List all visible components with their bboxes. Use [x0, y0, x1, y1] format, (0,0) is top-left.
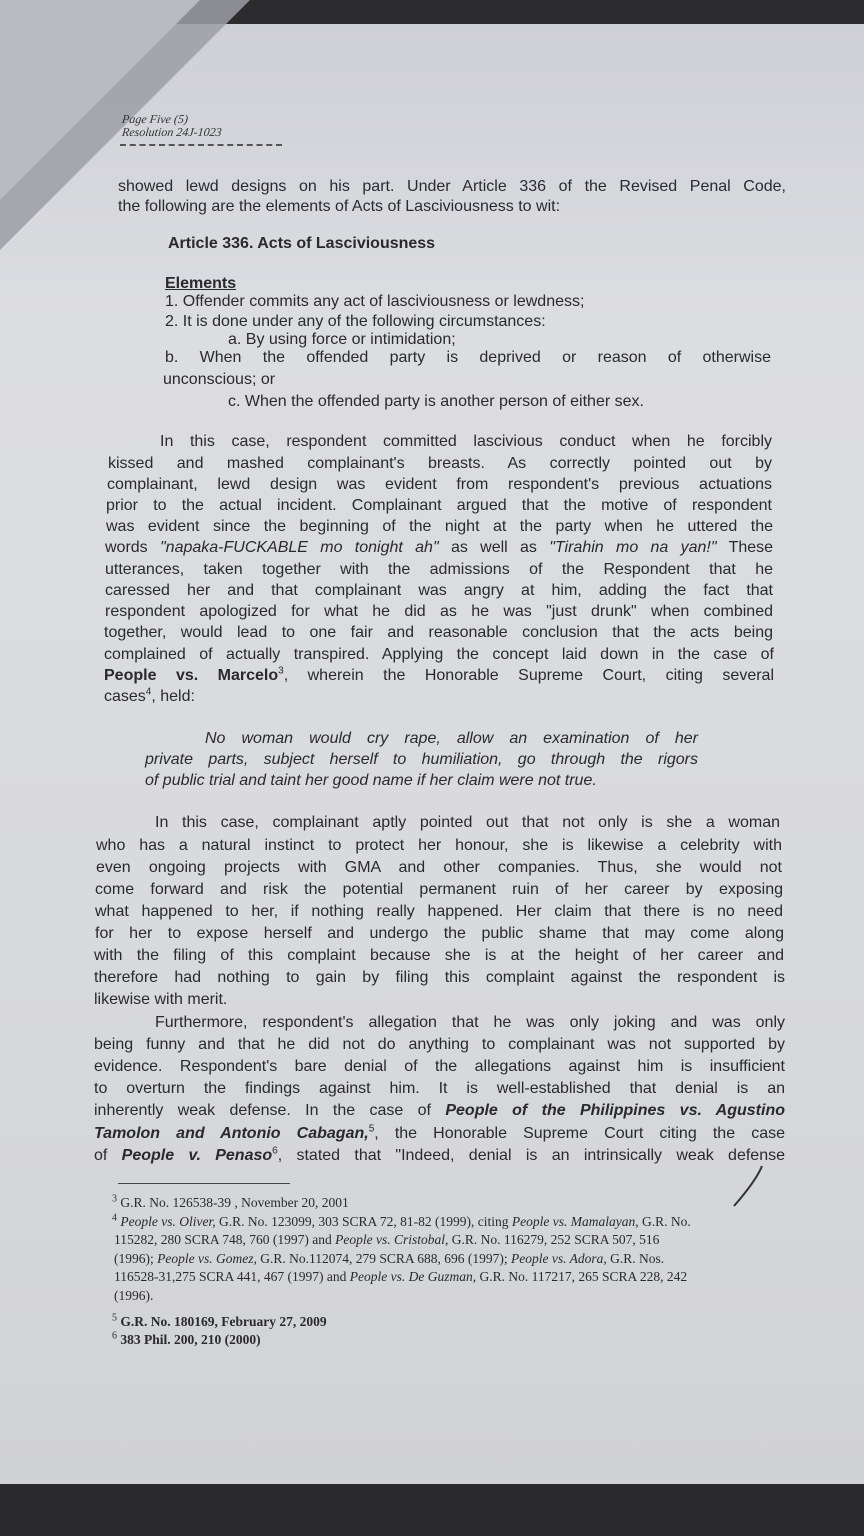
body-line [94, 1124, 785, 1144]
text-run: for her to expose herself and undergo the public shame that may come along [95, 925, 784, 942]
text-run: who has a natural instinct to protect her honour, she is likewise a celebrity with [96, 837, 782, 854]
footnote-ref: 3 [278, 665, 284, 677]
header-divider [120, 144, 282, 146]
body-line [118, 197, 560, 217]
body-line [105, 560, 773, 580]
text-run: evidence. Respondent's bare denial of the allegations against him is insufficient [94, 1058, 785, 1075]
body-line [165, 348, 771, 368]
footnote-line [114, 1251, 664, 1267]
page-number-header: Page Five (5) [121, 112, 189, 126]
body-line [168, 234, 435, 254]
text-run: These [716, 539, 774, 556]
text-run: being funny and that he did not do anything to complainant was not supported by [94, 1036, 785, 1053]
body-line [94, 1035, 785, 1055]
body-line [228, 330, 456, 350]
footnote-line [112, 1332, 261, 1348]
text-run: cases [104, 688, 146, 705]
text-run: come forward and risk the potential permanent ruin of her career by exposing [95, 881, 783, 898]
body-line [105, 538, 773, 558]
body-line [165, 292, 584, 312]
body-line [104, 666, 774, 686]
text-run: 383 Phil. 200, 210 (2000) [117, 1332, 261, 1347]
text-run: 115282, 280 SCRA 748, 760 (1997) and [114, 1232, 336, 1247]
footnote-line [114, 1269, 687, 1285]
text-run: People vs. Mamalayan, [511, 1214, 639, 1229]
text-run: Tamolon and Antonio Cabagan, [94, 1125, 369, 1142]
text-run: caressed her and that complainant was angry at him, adding the fact that [105, 582, 773, 599]
body-line [165, 274, 236, 294]
body-line [94, 1079, 785, 1099]
text-run: Article 336. Acts of Lasciviousness [168, 235, 436, 252]
body-line [95, 880, 783, 900]
body-line [105, 581, 773, 601]
text-run: People vs. Cristobal, [335, 1232, 449, 1247]
text-run: respondent apologized for what he did as he was "just drunk" when combined [105, 603, 773, 620]
body-line [94, 946, 784, 966]
text-run: People vs. Gomez, [157, 1251, 257, 1266]
text-run: inherently weak defense. In the case of [94, 1102, 446, 1119]
body-line [94, 968, 785, 988]
text-run: No woman would cry rape, allow an examination of her [205, 730, 698, 747]
text-run: G.R. No.112074, 279 SCRA 688, 696 (1997); [256, 1251, 511, 1266]
footnote-ref: 5 [112, 1312, 117, 1324]
body-line [160, 432, 772, 452]
text-run: , held: [151, 688, 195, 705]
text-run: utterances, taken together with the admissions of the Respondent that he [105, 561, 773, 578]
text-run: with the filing of this complaint because she is at the height of her career and [94, 947, 784, 964]
body-line [145, 750, 698, 770]
text-run: prior to the actual incident. Complainant argued that the motive of respondent [106, 497, 772, 514]
text-run: of [94, 1147, 122, 1164]
text-run: G.R. No. 180169, February 27, 2009 [117, 1314, 327, 1329]
text-run: G.R. No. 126538-39 , November 20, 2001 [117, 1195, 349, 1210]
body-line [108, 454, 772, 474]
footnote-line [114, 1232, 659, 1248]
text-run: together, would lead to one fair and reasonable conclusion that the acts being [104, 624, 773, 641]
footnote-divider [118, 1183, 290, 1184]
body-line [104, 623, 773, 643]
resolution-number-header: Resolution 24J-1023 [121, 125, 223, 139]
body-line [155, 1013, 785, 1033]
body-line [107, 475, 772, 495]
body-line [163, 370, 275, 390]
text-run: G.R. No. 117217, 265 SCRA 228, 242 [476, 1269, 688, 1284]
text-run: of public trial and taint her good name if her claim were not true. [145, 772, 597, 789]
body-line [106, 496, 772, 516]
body-line [145, 771, 597, 791]
footnote-ref: 3 [112, 1193, 117, 1205]
body-line [165, 312, 546, 332]
text-run: People vs. Marcelo [104, 667, 279, 684]
body-line [105, 602, 773, 622]
text-run: People vs. Adora, [511, 1251, 607, 1266]
text-run: (1996); [114, 1251, 158, 1266]
body-line [96, 836, 782, 856]
body-line [228, 392, 644, 412]
table-surface [0, 1484, 864, 1536]
text-run: In this case, complainant aptly pointed out that not only is she a woman [155, 814, 780, 831]
text-run: private parts, subject herself to humiliation, go through the rigors [145, 751, 698, 768]
text-run: 116528-31,275 SCRA 441, 467 (1997) and [114, 1269, 350, 1284]
footnote-ref: 4 [112, 1212, 117, 1224]
text-run: G.R. No. [638, 1214, 691, 1229]
text-run: People v. Penaso [121, 1147, 273, 1164]
body-line [104, 645, 774, 665]
body-line [95, 902, 783, 922]
text-run: People of the Philippines vs. Agustino [445, 1102, 786, 1119]
body-line [94, 1146, 785, 1166]
text-run: the following are the elements of Acts of Lasciviousness to wit: [118, 198, 561, 215]
footnote-line [114, 1288, 153, 1304]
text-run: , wherein the Honorable Supreme Court, citing several [283, 667, 774, 684]
body-line [94, 1101, 785, 1121]
text-run: to overturn the findings against him. It is well-established that denial is an [94, 1080, 785, 1097]
text-run: 2. It is done under any of the following circumstances: [165, 313, 546, 330]
text-run: , stated that "Indeed, denial is an intrinsically weak defense [277, 1147, 785, 1164]
text-run: c. When the offended party is another person of either sex. [228, 393, 644, 410]
text-run: G.R. No. 123099, 303 SCRA 72, 81-82 (1999), citing [215, 1214, 512, 1229]
body-line [104, 687, 195, 707]
text-run: , the Honorable Supreme Court citing the case [374, 1125, 785, 1142]
text-run: kissed and mashed complainant's breasts. As correctly pointed out by [108, 455, 772, 472]
body-line [155, 813, 780, 833]
body-line [118, 177, 786, 197]
text-run: b. When the offended party is deprived or reason of otherwise [165, 349, 771, 366]
text-run: was evident since the beginning of the night at the party when he uttered the [106, 518, 773, 535]
text-run: In this case, respondent committed lascivious conduct when he forcibly [160, 433, 772, 450]
body-line [96, 858, 782, 878]
text-run: even ongoing projects with GMA and other companies. Thus, she would not [96, 859, 782, 876]
text-run: (1996). [114, 1288, 154, 1303]
text-run: 1. Offender commits any act of lasciviousness or lewdness; [165, 293, 585, 310]
text-run: G.R. No. 116279, 252 SCRA 507, 516 [448, 1232, 660, 1247]
text-run: Furthermore, respondent's allegation that he was only joking and was only [155, 1014, 785, 1031]
text-run: words [105, 539, 160, 556]
footnote-line [112, 1214, 691, 1230]
pen-mark [720, 1160, 780, 1220]
body-line [106, 517, 773, 537]
previous-page-fold [0, 0, 200, 200]
footnote-ref: 6 [272, 1145, 278, 1157]
text-run: Elements [165, 275, 237, 292]
text-run: as well as [438, 539, 550, 556]
text-run: "napaka-FUCKABLE mo tonight ah" [160, 539, 439, 556]
footnote-line [112, 1314, 327, 1330]
text-run: complained of actually transpired. Applying the concept laid down in the case of [104, 646, 774, 663]
footnote-ref: 5 [368, 1123, 375, 1135]
body-line [205, 729, 698, 749]
text-run: a. By using force or intimidation; [228, 331, 456, 348]
footnote-ref: 4 [145, 686, 152, 698]
text-run: what happened to her, if nothing really happened. Her claim that there is no need [95, 903, 783, 920]
text-run: showed lewd designs on his part. Under Article 336 of the Revised Penal Code, [118, 178, 786, 195]
text-run: "Tirahin mo na yan!" [549, 539, 717, 556]
body-line [94, 990, 227, 1010]
text-run: therefore had nothing to gain by filing this complaint against the respondent is [94, 969, 785, 986]
text-run: People vs. Oliver, [117, 1214, 216, 1229]
text-run: unconscious; or [163, 371, 276, 388]
body-line [95, 924, 784, 944]
text-run: People vs. De Guzman, [349, 1269, 477, 1284]
footnote-line [112, 1195, 349, 1211]
footnote-ref: 6 [112, 1330, 117, 1342]
text-run: likewise with merit. [94, 991, 228, 1008]
text-run: G.R. Nos. [606, 1251, 665, 1266]
body-line [94, 1057, 785, 1077]
text-run: complainant, lewd design was evident from respondent's previous actuations [107, 476, 772, 493]
